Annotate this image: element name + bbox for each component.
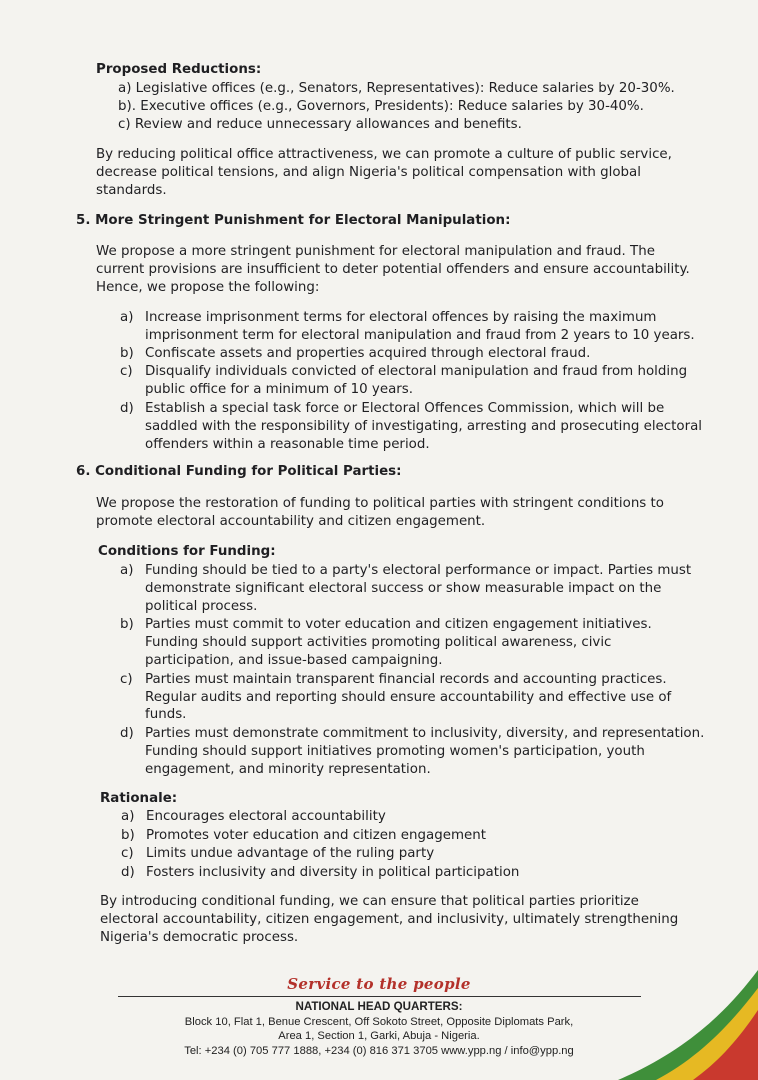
- rationale-item: Limits undue advantage of the ruling party: [146, 846, 435, 861]
- list-marker: d): [121, 865, 135, 880]
- section-5-intro-line: current provisions are insufficient to deter potential offenders and ensure accountability.: [96, 262, 690, 277]
- list-marker: c): [121, 846, 134, 861]
- rationale-item: Encourages electoral accountability: [146, 809, 386, 824]
- list-item-line: public office for a minimum of 10 years.: [145, 382, 414, 397]
- reduction-item: c) Review and reduce unnecessary allowances and benefits.: [118, 117, 522, 132]
- list-item-line: Funding should support activities promoting political awareness, civic: [145, 635, 612, 650]
- list-marker: c): [120, 364, 133, 379]
- list-item-line: engagement, and minority representation.: [145, 762, 431, 777]
- conditions-heading: Conditions for Funding:: [98, 544, 276, 559]
- list-item-line: Disqualify individuals convicted of electoral manipulation and fraud from holding: [145, 364, 688, 379]
- footer-address-line: Block 10, Flat 1, Benue Crescent, Off Sokoto Street, Opposite Diplomats Park,: [184, 1016, 574, 1028]
- section-5-heading: 5. More Stringent Punishment for Electoral Manipulation:: [76, 213, 511, 228]
- rationale-item: Promotes voter education and citizen engagement: [146, 828, 486, 843]
- reductions-summary-line: standards.: [96, 183, 167, 198]
- list-item-line: demonstrate significant electoral success or show measurable impact on the: [145, 581, 662, 596]
- list-marker: c): [120, 672, 133, 687]
- conclusion-line: By introducing conditional funding, we can ensure that political parties prioritize: [100, 894, 639, 909]
- list-item-line: Increase imprisonment terms for electoral offences by raising the maximum: [145, 310, 657, 325]
- rationale-heading: Rationale:: [100, 791, 178, 806]
- footer-divider: [118, 996, 641, 997]
- list-marker: b): [120, 346, 134, 361]
- list-marker: a): [121, 809, 135, 824]
- list-marker: a): [120, 563, 134, 578]
- list-item-line: offenders within a reasonable time period.: [145, 437, 430, 452]
- list-marker: a): [120, 310, 134, 325]
- list-item-line: Parties must maintain transparent financial records and accounting practices.: [145, 672, 667, 687]
- list-item-line: participation, and issue-based campaigning.: [145, 653, 443, 668]
- section-6-heading: 6. Conditional Funding for Political Parties:: [76, 464, 402, 479]
- rationale-item: Fosters inclusivity and diversity in political participation: [146, 865, 520, 880]
- conclusion-line: Nigeria's democratic process.: [100, 930, 299, 945]
- list-marker: b): [121, 828, 135, 843]
- footer-contact: Tel: +234 (0) 705 777 1888, +234 (0) 816 371 3705 www.ypp.ng / info@ypp.ng: [184, 1045, 574, 1057]
- section-6-intro-line: We propose the restoration of funding to political parties with stringent conditions to: [96, 496, 664, 511]
- proposed-reductions-heading: Proposed Reductions:: [96, 62, 262, 77]
- reductions-summary-line: By reducing political office attractiveness, we can promote a culture of public service,: [96, 147, 672, 162]
- list-item-line: Establish a special task force or Electoral Offences Commission, which will be: [145, 401, 665, 416]
- section-5-intro-line: Hence, we propose the following:: [96, 280, 320, 295]
- list-item-line: Funding should support initiatives promoting women's participation, youth: [145, 744, 645, 759]
- section-5-intro-line: We propose a more stringent punishment for electoral manipulation and fraud. The: [96, 244, 655, 259]
- list-item-line: saddled with the responsibility of investigating, arresting and prosecuting electoral: [145, 419, 703, 434]
- list-item-line: Confiscate assets and properties acquired through electoral fraud.: [145, 346, 591, 361]
- list-item-line: Parties must demonstrate commitment to inclusivity, diversity, and representation.: [145, 726, 705, 741]
- list-marker: b): [120, 617, 134, 632]
- reduction-item: a) Legislative offices (e.g., Senators, Representatives): Reduce salaries by 20-30%.: [118, 81, 675, 96]
- list-item-line: Regular audits and reporting should ensure accountability and effective use of: [145, 690, 672, 705]
- conclusion-line: electoral accountability, citizen engagement, and inclusivity, ultimately strengthening: [100, 912, 679, 927]
- list-item-line: Parties must commit to voter education and citizen engagement initiatives.: [145, 617, 652, 632]
- corner-swoosh-decoration: [608, 970, 758, 1080]
- reductions-summary-line: decrease political tensions, and align Nigeria's political compensation with global: [96, 165, 641, 180]
- reduction-item: b). Executive offices (e.g., Governors, Presidents): Reduce salaries by 30-40%.: [118, 99, 644, 114]
- footer-address-line: Area 1, Section 1, Garki, Abuja - Nigeria.: [278, 1030, 480, 1042]
- list-item-line: political process.: [145, 599, 258, 614]
- list-item-line: Funding should be tied to a party's electoral performance or impact. Parties must: [145, 563, 692, 578]
- section-6-intro-line: promote electoral accountability and citizen engagement.: [96, 514, 486, 529]
- list-item-line: funds.: [145, 707, 187, 722]
- list-marker: d): [120, 401, 134, 416]
- list-item-line: imprisonment term for electoral manipulation and fraud from 2 years to 10 years.: [145, 328, 695, 343]
- footer-hq-label: NATIONAL HEAD QUARTERS:: [295, 1000, 463, 1013]
- footer-tagline: Service to the people: [287, 975, 471, 993]
- list-marker: d): [120, 726, 134, 741]
